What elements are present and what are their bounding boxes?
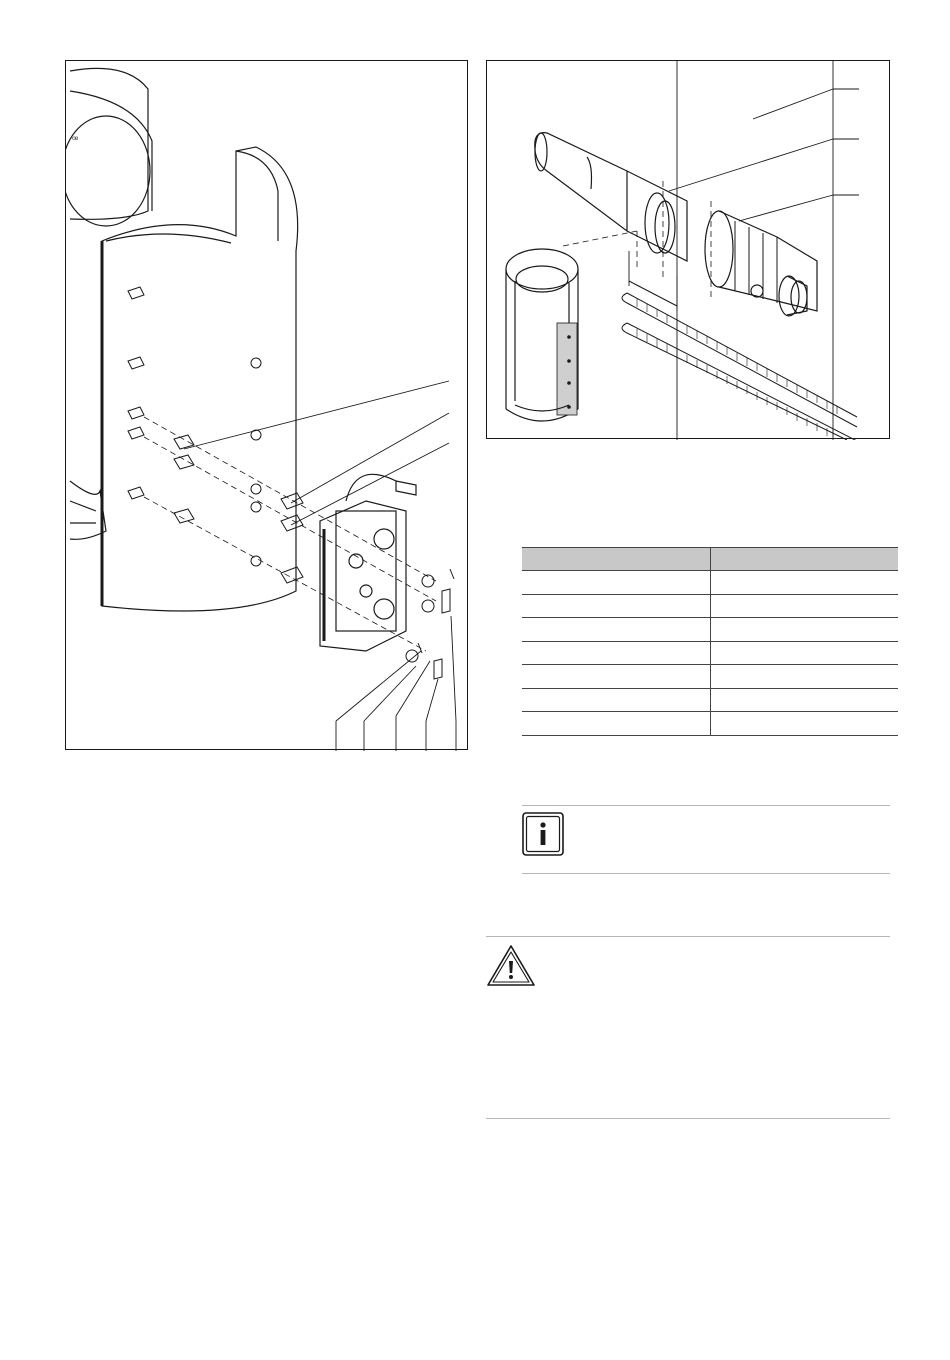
- table-row: [522, 571, 898, 595]
- warning-notice-bottom-rule: [486, 1118, 890, 1119]
- table-cell: [711, 594, 899, 618]
- table-cell: [711, 688, 899, 712]
- warning-triangle-graphic: [486, 944, 536, 988]
- svg-text:ꟹ: ꟹ: [72, 135, 79, 146]
- table-cell: [711, 665, 899, 689]
- table-cell: [522, 571, 711, 595]
- table-cell: [711, 618, 899, 642]
- info-icon-graphic: [522, 812, 564, 856]
- table-row: [522, 712, 898, 736]
- table-cell: [522, 618, 711, 642]
- table-cell: [711, 712, 899, 736]
- table-cell: [711, 571, 899, 595]
- table-cell: [522, 712, 711, 736]
- tank-assembly-figure: [65, 60, 468, 750]
- table-row: [522, 688, 898, 712]
- info-notice-bottom-rule: [522, 873, 890, 874]
- table-cell: [522, 594, 711, 618]
- table-header-cell: [522, 548, 711, 571]
- table-cell: [522, 641, 711, 665]
- table-row: [522, 665, 898, 689]
- info-notice-top-rule: [522, 805, 890, 806]
- pipe-connector-figure: [486, 60, 890, 439]
- pipe-connector-drawing: [487, 61, 891, 440]
- table-header-cell: [711, 548, 899, 571]
- tank-assembly-drawing: [66, 61, 469, 751]
- table-header-row: [522, 548, 898, 571]
- table-cell: [522, 688, 711, 712]
- table-cell: [522, 665, 711, 689]
- table-cell: [711, 641, 899, 665]
- warning-notice-top-rule: [486, 936, 890, 937]
- table-row: [522, 594, 898, 618]
- table-row: [522, 641, 898, 665]
- specification-table: [522, 547, 898, 736]
- table-row: [522, 618, 898, 642]
- info-icon: [522, 812, 564, 856]
- warning-triangle-icon: [486, 944, 536, 988]
